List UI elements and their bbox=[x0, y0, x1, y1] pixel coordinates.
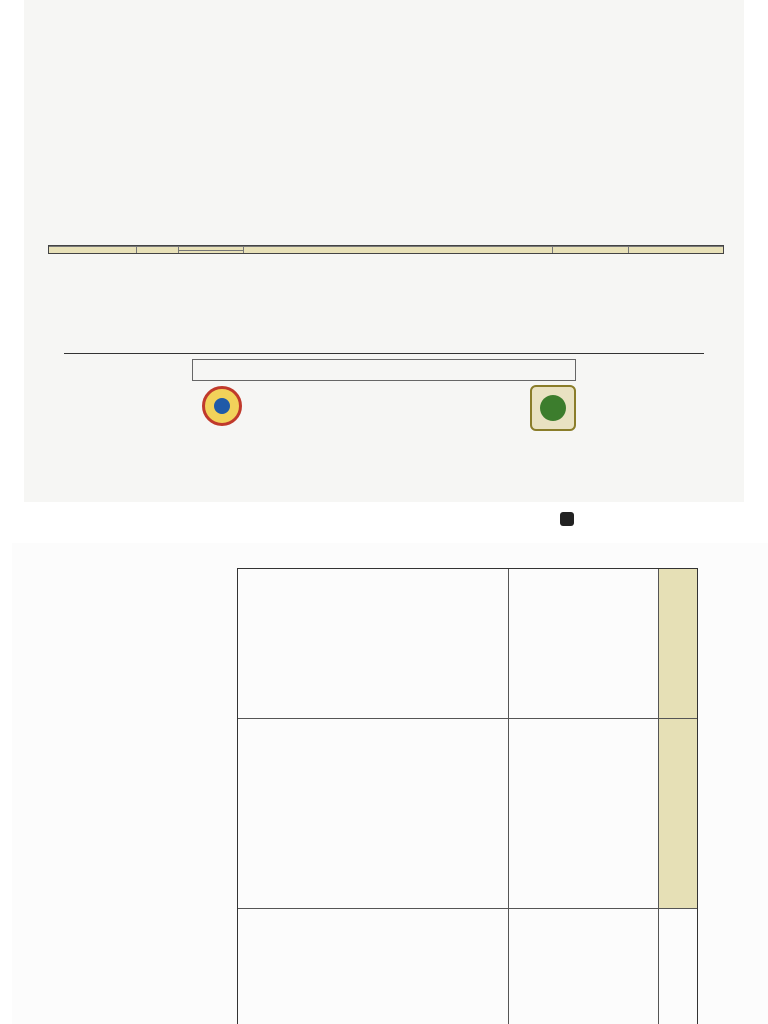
header-materi bbox=[659, 719, 697, 909]
header-no-soal bbox=[136, 247, 178, 253]
top-indicator-lines bbox=[659, 909, 697, 1024]
header-kd bbox=[628, 247, 723, 253]
scanned-page-top bbox=[24, 0, 744, 502]
header-bentuk-soal bbox=[49, 247, 136, 253]
header-level bbox=[178, 247, 244, 253]
table-row-3-4 bbox=[508, 569, 658, 1024]
camscanner-icon bbox=[560, 512, 574, 526]
header-level-label bbox=[179, 250, 244, 253]
kd-3-4 bbox=[509, 569, 658, 719]
school-logo bbox=[202, 386, 242, 426]
header-kd bbox=[659, 569, 697, 719]
indicator-lines-b bbox=[238, 909, 508, 1024]
rotated-page-content bbox=[24, 0, 744, 502]
header-divider bbox=[64, 353, 704, 354]
scanned-page-bottom bbox=[12, 543, 768, 1024]
kd-4-4 bbox=[238, 569, 508, 719]
school-address bbox=[192, 359, 576, 381]
rotated-page-content bbox=[194, 568, 698, 1024]
table-row-4-4 bbox=[238, 569, 508, 1024]
kisi-table-continued bbox=[237, 568, 698, 1024]
header-indikator bbox=[243, 247, 552, 253]
camscanner-watermark bbox=[560, 512, 579, 526]
indicator-lines-a bbox=[509, 909, 658, 1024]
materi-polinomial bbox=[509, 719, 658, 909]
table-header-row bbox=[658, 569, 697, 1024]
province-logo bbox=[530, 385, 576, 431]
table-header-row bbox=[49, 246, 723, 253]
header-materi bbox=[553, 247, 629, 253]
kisi-table bbox=[48, 245, 724, 254]
materi-empty bbox=[238, 719, 508, 909]
